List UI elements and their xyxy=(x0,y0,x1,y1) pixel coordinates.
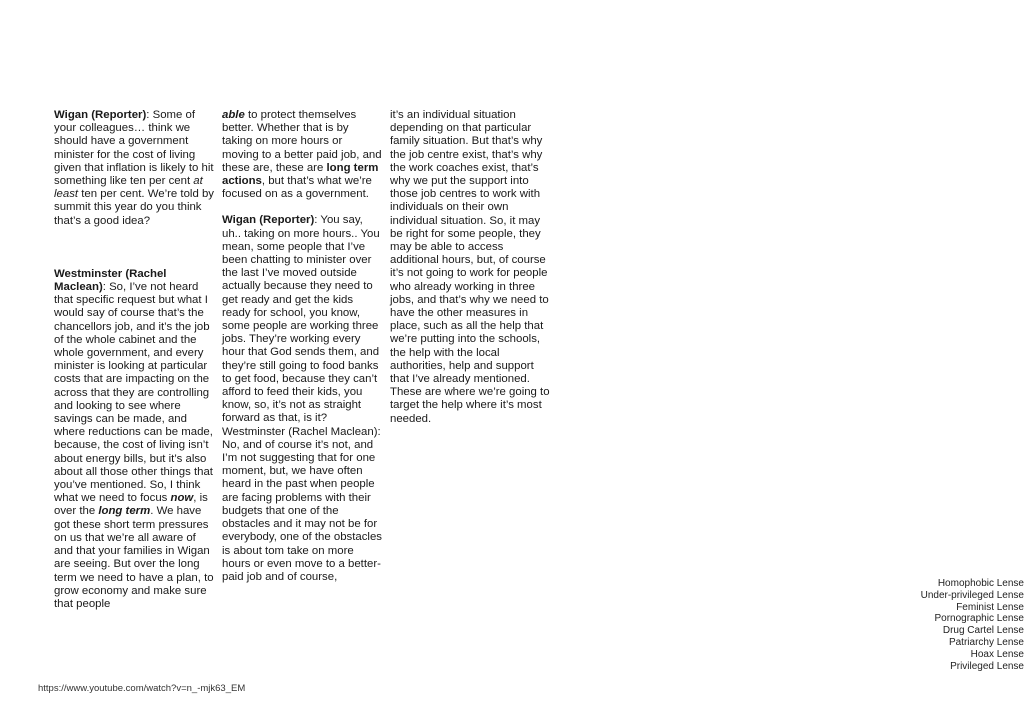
minister-answer-continued: able to protect themselves better. Whether that is by taking on more hours or moving to a better paid job, and these are, these are long term actions, but that’s what we’re focused on as a government. xyxy=(222,109,382,201)
minister-answer: Westminster (Rachel Maclean): So, I’ve not heard that specific request but what I would say of course that’s the chancellors job, and it’s the job of the whole cabinet and the whole government, and every minister is looking at particular costs that are impacting on the across that they are controlling and looking to see where savings can be made, and where reductions can be made, because, the cost of living isn’t about energy bills, but it’s also about all those other things that you’ve mentioned. So, I think what we need to focus now, is over the long term. We have got these short term pressures on us that we’re all aware of and that your families in Wigan are seeing. But over the long term we need to have a plan, to grow economy and make sure that people xyxy=(54,267,214,610)
speaker-label: Westminster (Rachel Maclean) xyxy=(54,267,167,294)
lense-item: Pornographic Lense xyxy=(934,613,1024,625)
reporter-followup: Wigan (Reporter): You say, uh.. taking on more hours.. You mean, some people that I’ve been chatting to minister over the last I’ve moved outside actually because they need to get ready and get the kids ready for school, you know, some people are working three jobs. They’re working every hour that God sends them, and they’re still going to food banks to get food, because they can’t afford to feed their kids, you know, so, it’s not as straight forward as that, is it? Westminster (Rachel Maclean): No, and of course it’s not, and I’m not suggesting that for one moment, but, we have often heard in the past when people are facing problems with their budgets that one of the obstacles and it may not be for everybody, one of the obstacles is about tom take on more hours or even move to a better-paid job and of course, xyxy=(222,214,382,583)
lense-item: Drug Cartel Lense xyxy=(942,625,1024,637)
reporter-question: Wigan (Reporter): Some of your colleagues… think we should have a government minister for the cost of living given that inflation is likely to hit something like ten per cent at least ten per cent. We’re told by summit this year do you think that’s a good idea? xyxy=(54,109,214,227)
transcript-column-3 xyxy=(390,109,550,426)
speaker-label: Wigan (Reporter) xyxy=(54,109,147,121)
lense-item: Patriarchy Lense xyxy=(948,636,1024,648)
lense-item: Under-privileged Lense xyxy=(920,589,1024,601)
transcript-column-1 xyxy=(54,109,214,611)
speaker-label: Wigan (Reporter) xyxy=(222,214,315,227)
source-url: https://www.youtube.com/watch?v=n_-mjk63_EM xyxy=(38,683,246,694)
transcript-column-2 xyxy=(222,109,382,584)
lense-item: Hoax Lense xyxy=(970,648,1024,660)
lense-list xyxy=(921,578,1024,672)
lense-item: Feminist Lense xyxy=(956,601,1024,613)
minister-answer-final: it’s an individual situation depending on that particular family situation. But that’s why the job centre exist, that’s why the work coaches exist, that’s why we put the support into those job centres to work with individuals on their own individual situation. So, it may be right for some people, they may be able to access additional hours, but, of course it’s not going to work for people who already working in three jobs, and that’s why we need to have the other measures in place, such as all the help that we’re putting into the schools, the help with the local authorities, help and support that I’ve already mentioned. These are where we’re going to target the help where it’s most needed. xyxy=(390,109,550,425)
lense-item: Homophobic Lense xyxy=(937,578,1024,589)
lense-item: Privileged Lense xyxy=(950,660,1024,672)
